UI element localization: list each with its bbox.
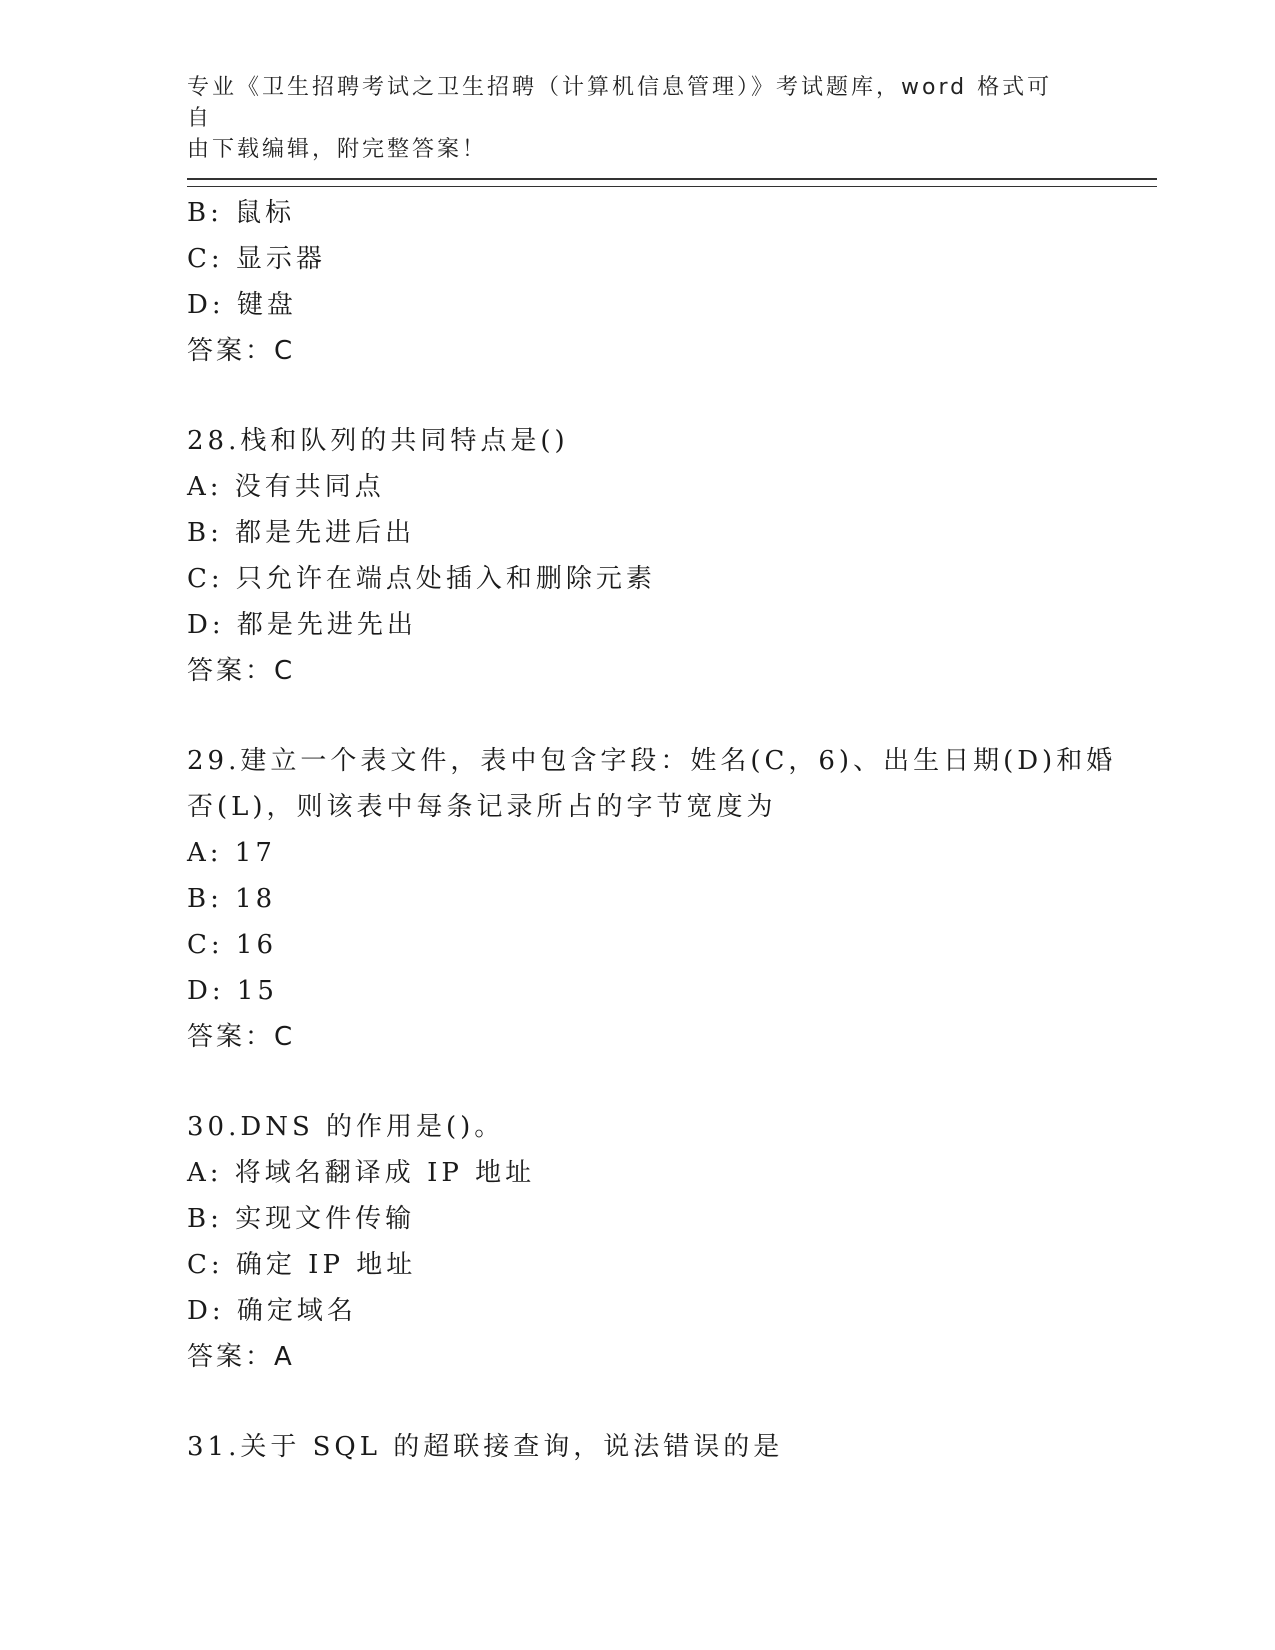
header-divider bbox=[187, 178, 1157, 187]
question-stem: 29.建立一个表文件，表中包含字段：姓名(C，6)、出生日期(D)和婚 bbox=[187, 746, 1117, 776]
option-c: C: 16 bbox=[187, 930, 278, 960]
option-c: C: 显示器 bbox=[187, 244, 326, 274]
option-d: D: 15 bbox=[187, 976, 278, 1006]
question-stem: 31.关于 SQL 的超联接查询，说法错误的是 bbox=[187, 1432, 784, 1462]
question-list bbox=[187, 190, 1147, 1470]
header-line-2: 由下载编辑，附完整答案！ bbox=[187, 137, 488, 162]
question-stem: 30.DNS 的作用是()。 bbox=[187, 1112, 505, 1142]
document-header bbox=[187, 72, 1067, 165]
option-c: C: 确定 IP 地址 bbox=[187, 1250, 417, 1280]
question-28 bbox=[187, 418, 1147, 694]
question-27-tail bbox=[187, 190, 1147, 374]
option-b: B: 实现文件传输 bbox=[187, 1204, 416, 1234]
option-a: A: 没有共同点 bbox=[187, 472, 385, 502]
option-b: B: 18 bbox=[187, 884, 277, 914]
option-b: B: 都是先进后出 bbox=[187, 518, 416, 548]
answer: 答案：C bbox=[187, 656, 296, 686]
answer: 答案：C bbox=[187, 1022, 296, 1052]
question-stem: 28.栈和队列的共同特点是() bbox=[187, 426, 569, 456]
question-30 bbox=[187, 1104, 1147, 1380]
question-stem-continued: 否(L)，则该表中每条记录所占的字节宽度为 bbox=[187, 792, 777, 822]
question-29 bbox=[187, 738, 1147, 1060]
answer: 答案：C bbox=[187, 336, 296, 366]
option-a: A: 将域名翻译成 IP 地址 bbox=[187, 1158, 536, 1188]
header-line-1: 专业《卫生招聘考试之卫生招聘（计算机信息管理）》考试题库，word 格式可自 bbox=[187, 75, 1053, 131]
option-d: D: 确定域名 bbox=[187, 1296, 357, 1326]
answer: 答案：A bbox=[187, 1342, 295, 1372]
option-a: A: 17 bbox=[187, 838, 276, 868]
option-d: D: 键盘 bbox=[187, 290, 297, 320]
option-b: B: 鼠标 bbox=[187, 198, 296, 228]
option-c: C: 只允许在端点处插入和删除元素 bbox=[187, 564, 656, 594]
question-31 bbox=[187, 1424, 1147, 1470]
option-d: D: 都是先进先出 bbox=[187, 610, 417, 640]
